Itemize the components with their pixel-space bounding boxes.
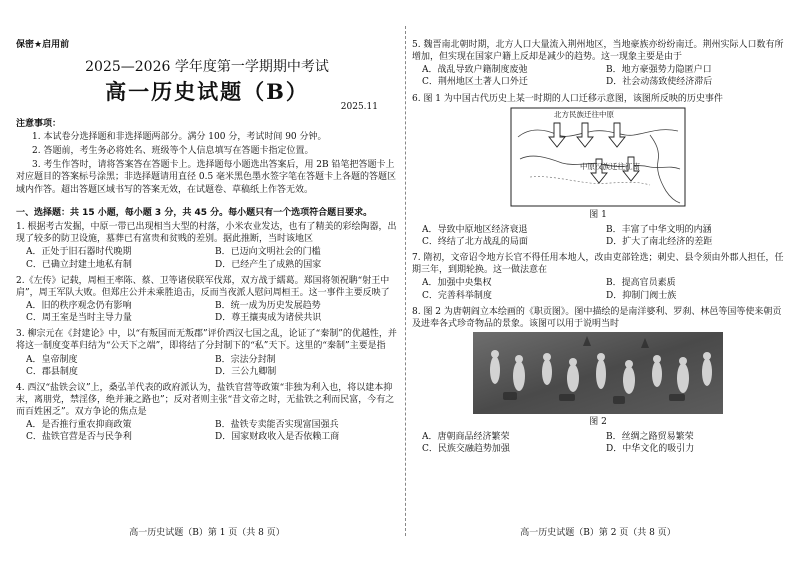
page-1 — [16, 0, 398, 566]
option[interactable]: B．提高官员素质 — [606, 278, 676, 289]
page-footer: 高一历史试题（B）第 1 页（共 8 页） — [129, 528, 285, 538]
option[interactable]: D．抑制门阀士族 — [606, 290, 677, 301]
options-7 — [422, 277, 784, 301]
options-1 — [26, 246, 398, 270]
option[interactable]: B．统一成为历史发展趋势 — [215, 300, 321, 311]
map-label-south: 中原汉族迁往江南 — [580, 161, 640, 171]
question-6: 6. 图 1 为中国古代历史上某一时期的人口迁移示意图，该图所反映的历史事件 — [412, 93, 723, 104]
option[interactable]: D．社会动荡致使经济滞后 — [606, 77, 713, 88]
option[interactable]: A．战乱导致户籍制度废弛 — [422, 65, 528, 76]
option[interactable]: B．已迈向文明社会的门槛 — [215, 247, 321, 258]
question-3: 3. 柳宗元在《封建论》中，以“有叛国而无叛郡”评价西汉七国之乱，论证了“秦制”的优越性，并将这一制度变革归结为“公天下之端”，即将结了分封制下的“私”天下。这里的“秦制”主要是指 — [16, 329, 397, 352]
notes — [16, 131, 398, 198]
option[interactable]: A．唐朝商品经济繁荣 — [422, 432, 510, 443]
page-divider — [405, 26, 406, 536]
exam-date: 2025.11 — [340, 102, 378, 112]
option[interactable]: A．是否推行重农抑商政策 — [26, 420, 132, 431]
option[interactable]: C．已确立封建土地私有制 — [26, 259, 132, 270]
option[interactable]: D．中华文化的吸引力 — [606, 444, 695, 455]
options-2 — [26, 300, 398, 324]
map-label-north: 北方民族迁往中原 — [554, 109, 614, 119]
option[interactable]: C．民族交融趋势加强 — [422, 444, 510, 455]
option[interactable]: C．郡县制度 — [26, 366, 78, 377]
options-8 — [422, 431, 784, 455]
question-8: 8. 图 2 为唐朝阎立本绘画的《职贡图》。图中描绘的是南洋婆利、罗刹、林邑等国等使来朝贡及进奉各式珍奇物品的景象。该图可以用于说明当时 — [412, 306, 782, 329]
options-5 — [422, 64, 784, 88]
question-5: 5. 魏晋南北朝时期，北方人口大量流入荆州地区，当地豪族亦纷纷南迁。荆州实际人口数有所增加，但实现在国家户籍上反却是减少的趋势。这一现象主要是由于 — [412, 40, 784, 63]
page-footer: 高一历史试题（B）第 2 页（共 8 页） — [520, 528, 676, 538]
notes-heading: 注意事项： — [16, 119, 62, 129]
option[interactable]: C．荆州地区土著人口外迁 — [422, 77, 528, 88]
option[interactable]: C．周王室是当时主导力量 — [26, 313, 132, 324]
option[interactable]: A．导致中原地区经济衰退 — [422, 224, 528, 235]
exam-title: 2025—2026 学年度第一学期期中考试 — [85, 59, 329, 75]
section-heading: 一、选择题：共 15 小题，每小题 3 分，共 45 分。每小题只有一个选项符合题目要求。 — [16, 208, 373, 218]
figure-1-caption: 图 1 — [589, 209, 607, 220]
page-2 — [412, 0, 784, 566]
option[interactable]: B．宗法分封制 — [215, 354, 276, 365]
migration-map — [510, 107, 686, 207]
note-item: 3. 考生作答时，请将答案答在答题卡上。选择题每小题选出答案后，用 2B 铅笔把答题卡上对应题目的答案标号涂黑；非选择题请用直径 0.5 毫米黑色墨水签字笔在答题卡上各题的答题区域内作答。超出答题区域书写的答案无效，在试题卷、草稿纸上作答无效。 — [16, 160, 397, 195]
option[interactable]: C．盐铁官营是否与民争利 — [26, 432, 132, 443]
option[interactable]: A．正处于旧石器时代晚期 — [26, 247, 132, 258]
option[interactable]: B．盐铁专卖能否实现富国强兵 — [215, 420, 339, 431]
figure-2-caption: 图 2 — [589, 416, 607, 427]
tribute-painting-image — [473, 332, 723, 414]
option[interactable]: D．尊王攘夷成为诸侯共识 — [215, 313, 322, 324]
questions-page-1 — [16, 207, 398, 448]
option[interactable]: A．加强中央集权 — [422, 278, 492, 289]
option[interactable]: B．地方豪强势力隐匿户口 — [606, 65, 712, 76]
question-4: 4. 西汉“盐铁会议”上，桑弘羊代表的政府派认为，盐铁官营等政策“非独为利入也，将以建本抑末，离朋党，禁淫侈，绝并兼之路也”；反对者则主张“昔文帝之时，无盐铁之利而民富，今有之而百姓困乏”。双方争论的焦点是 — [16, 382, 395, 418]
option[interactable]: A．旧的秩序观念仍有影响 — [26, 300, 132, 311]
questions-page-2 — [412, 39, 784, 459]
secret-mark: 保密★启用前 — [16, 40, 70, 50]
option[interactable]: D．已经产生了成熟的国家 — [215, 259, 322, 270]
options-4 — [26, 419, 398, 443]
note-item: 1. 本试卷分选择题和非选择题两部分。满分 100 分，考试时间 90 分钟。 — [32, 132, 327, 142]
option[interactable]: C．完善科举制度 — [422, 290, 492, 301]
question-1: 1. 根据考古发掘，中原一带已出现相当大型的村落，小米农业发达，也有了精美的彩绘陶器，出现了较多的防卫设施，墓葬已有富贵和贫贱的差别。据此推断，当时该地区 — [16, 222, 397, 245]
paper-title: 高一历史试题（B） — [105, 79, 309, 104]
question-7: 7. 隋初，文帝诏令地方长官不得任用本地人，改由吏部铨选；刺史、县令须由外郡人担任，任期三年，到期轮换。这一做法意在 — [412, 253, 784, 276]
option[interactable]: A．皇帝制度 — [26, 354, 78, 365]
option[interactable]: B．丝绸之路贸易繁荣 — [606, 432, 694, 443]
note-item: 2. 答题前，考生务必将姓名、班级等个人信息填写在答题卡指定位置。 — [32, 146, 314, 157]
option[interactable]: C．终结了北方战乱的局面 — [422, 236, 528, 247]
option[interactable]: D．扩大了南北经济的差距 — [606, 236, 713, 247]
options-6 — [422, 224, 784, 248]
option[interactable]: B．丰富了中华文明的内涵 — [606, 224, 712, 235]
option[interactable]: D．三公九卿制 — [215, 366, 277, 377]
options-3 — [26, 354, 398, 378]
question-2: 2.《左传》记载，周桓王率陈、蔡、卫等诸侯联军伐郑，双方战于繻葛。郑国将领祝聃“射王中肩”，周王军队大败。但郑庄公并未乘胜追击，反而当夜派人慰问周桓王。这一事件主要反映了 — [16, 275, 390, 298]
option[interactable]: D．国家财政收入是否依赖工商 — [215, 432, 340, 443]
